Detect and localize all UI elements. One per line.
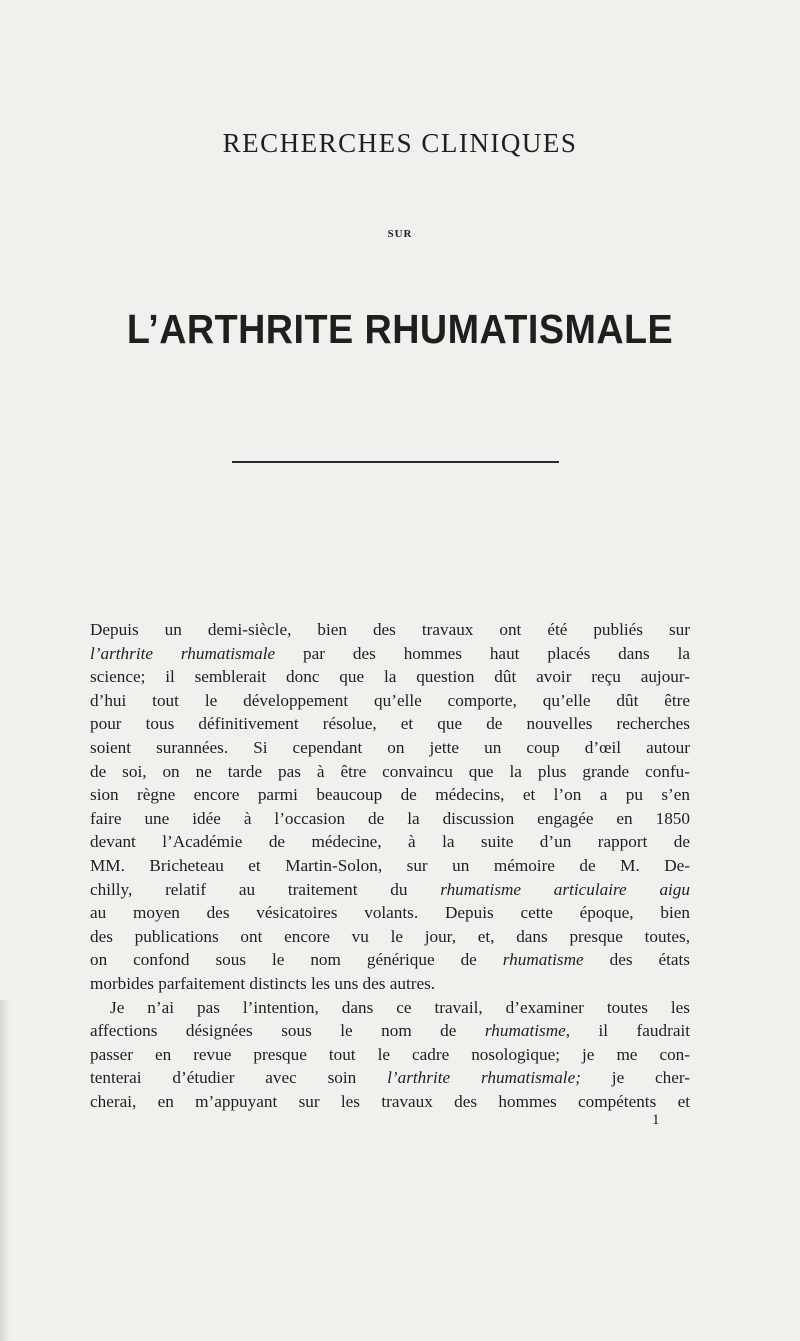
text-line (90, 830, 690, 854)
text-line (90, 618, 690, 642)
title-line-1: RECHERCHES CLINIQUES (222, 128, 578, 158)
page-edge-shadow (0, 1000, 10, 1341)
text-run: pour tous définitivement résolue, et que de nouvelles recherches (90, 714, 690, 734)
text-line (90, 760, 690, 784)
text-run: devant l’Académie de médecine, à la suite d’un rapport de (90, 832, 690, 852)
text-run: cherai, en m’appuyant sur les travaux des hommes compétents et (90, 1091, 690, 1111)
text-run: tenterai d’étudier avec soin (90, 1068, 388, 1088)
text-line (90, 1090, 690, 1114)
text-run: des publications ont encore vu le jour, et, dans presque toutes, (90, 926, 690, 946)
text-run: morbides parfaitement distincts les uns des autres. (90, 973, 436, 993)
text-run: MM. Bricheteau et Martin-Solon, sur un mémoire de M. De- (90, 855, 690, 875)
text-run: des états (583, 950, 690, 970)
text-run: Depuis un demi-siècle, bien des travaux ont été publiés sur (90, 620, 690, 639)
text-line (90, 996, 690, 1020)
text-run: soient surannées. Si cependant on jette un coup d’œil autour (90, 737, 690, 757)
text-line (90, 854, 690, 878)
text-line (90, 807, 690, 831)
text-line (90, 1043, 690, 1067)
text-run: sion règne encore parmi beaucoup de médecins, et l’on a pu s’en (90, 785, 690, 805)
text-run: Je n’ai pas l’intention, dans ce travail, d’examiner toutes les (110, 997, 690, 1017)
title-line-2: L’ARTHRITE RHUMATISMALE (126, 306, 674, 352)
text-line (90, 948, 690, 972)
text-line (90, 665, 690, 689)
divider-rule (232, 461, 559, 463)
page-number: 1 (652, 1112, 660, 1128)
italic-text: rhumatisme (502, 950, 584, 970)
text-run: faire une idée à l’occasion de la discussion engagée en 1850 (90, 808, 690, 828)
text-line (90, 972, 690, 996)
italic-text: rhumatisme articulaire aigu (440, 879, 690, 899)
text-run: par des hommes haut placés dans la (275, 643, 690, 663)
text-run: on confond sous le nom générique de (90, 950, 503, 970)
text-line (90, 712, 690, 736)
text-line (90, 783, 690, 807)
text-line (90, 1019, 690, 1043)
text-line (90, 878, 690, 902)
text-line (90, 1066, 690, 1090)
text-run: passer en revue presque tout le cadre nosologique; je me con- (90, 1044, 690, 1064)
text-line (90, 901, 690, 925)
text-run: science; il semblerait donc que la question dût avoir reçu aujour- (90, 667, 690, 687)
text-run: , il faudrait (565, 1021, 690, 1041)
text-run: chilly, relatif au traitement du (90, 879, 441, 899)
italic-text: l’arthrite rhumatismale (90, 643, 276, 663)
text-run: au moyen des vésicatoires volants. Depuis cette époque, bien (90, 903, 690, 923)
text-line (90, 689, 690, 713)
text-line (90, 925, 690, 949)
body-paragraphs (90, 618, 690, 1113)
text-run: de soi, on ne tarde pas à être convaincu que la plus grande confu- (90, 761, 690, 781)
text-run: affections désignées sous le nom de (90, 1021, 485, 1041)
text-line (90, 736, 690, 760)
text-run: d’hui tout le développement qu’elle comporte, qu’elle dût être (90, 690, 690, 710)
italic-text: rhumatisme (484, 1021, 566, 1041)
italic-text: l’arthrite rhumatismale; (387, 1068, 581, 1088)
text-line (90, 642, 690, 666)
text-run: je cher- (580, 1068, 691, 1088)
title-connector: SUR (387, 228, 413, 240)
